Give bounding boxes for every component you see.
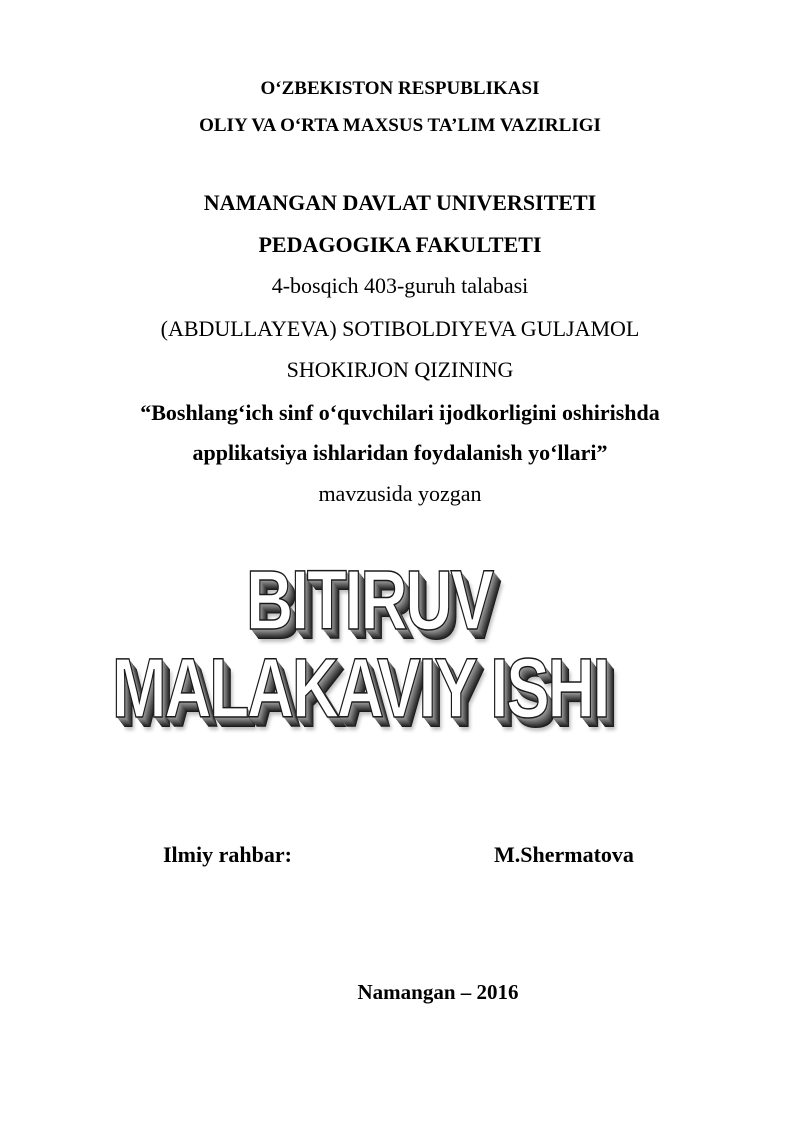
topic-line2: applikatsiya ishlaridan foydalanish yo‘llari” (192, 440, 608, 465)
ministry-heading: OLIY VA O‘RTA MAXSUS TA’LIM VAZIRLIGI (199, 115, 601, 136)
title-wordart-line1: BITIRUV (246, 553, 492, 647)
supervisor-name: M.Shermatova (494, 842, 634, 867)
supervisor-label: Ilmiy rahbar: (163, 842, 292, 867)
faculty-heading: PEDAGOGIKA FAKULTETI (258, 232, 542, 257)
student-name-line2: SHOKIRJON QIZINING (286, 357, 514, 382)
student-group: 4-bosqich 403-guruh talabasi (271, 273, 529, 298)
title-wordart-line2: MALAKAVIY ISHI (112, 641, 609, 735)
supervisor-row (0, 842, 800, 872)
topic-suffix: mavzusida yozgan (318, 481, 482, 506)
place-year: Namangan – 2016 (357, 980, 519, 1004)
university-heading: NAMANGAN DAVLAT UNIVERSITETI (203, 190, 597, 215)
student-name-line1: (ABDULLAYEVA) SOTIBOLDIYEVA GULJAMOL (160, 316, 640, 341)
country-heading: O‘ZBEKISTON RESPUBLIKASI (260, 78, 540, 99)
topic-line1: “Boshlang‘ich sinf o‘quvchilari ijodkorligini oshirishda (140, 400, 660, 425)
